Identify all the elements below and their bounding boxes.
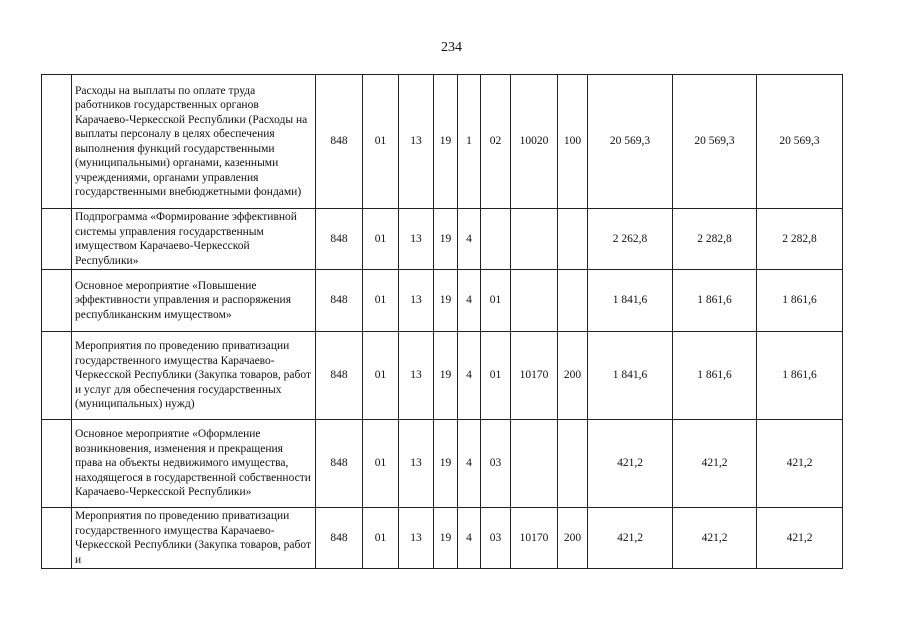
section-cell: 01 bbox=[363, 508, 399, 569]
event-cell bbox=[481, 209, 511, 270]
subsection-cell: 13 bbox=[399, 75, 434, 209]
amount-3-cell: 20 569,3 bbox=[757, 75, 843, 209]
subprogram-cell: 4 bbox=[458, 270, 481, 332]
direction-cell: 10170 bbox=[511, 332, 558, 420]
amount-2-cell: 421,2 bbox=[673, 508, 757, 569]
section-cell: 01 bbox=[363, 209, 399, 270]
subsection-cell: 13 bbox=[399, 420, 434, 508]
ministry-cell: 848 bbox=[316, 75, 363, 209]
section-cell: 01 bbox=[363, 270, 399, 332]
expense-type-cell bbox=[558, 270, 588, 332]
direction-cell bbox=[511, 209, 558, 270]
expense-type-cell: 200 bbox=[558, 332, 588, 420]
amount-2-cell: 2 282,8 bbox=[673, 209, 757, 270]
table-row bbox=[42, 270, 843, 332]
ministry-cell: 848 bbox=[316, 332, 363, 420]
index-cell bbox=[42, 75, 72, 209]
ministry-cell: 848 bbox=[316, 508, 363, 569]
subprogram-cell: 1 bbox=[458, 75, 481, 209]
table-row bbox=[42, 420, 843, 508]
subprogram-cell: 4 bbox=[458, 508, 481, 569]
subsection-cell: 13 bbox=[399, 270, 434, 332]
program-cell: 19 bbox=[434, 209, 458, 270]
table-row bbox=[42, 508, 843, 569]
direction-cell: 10170 bbox=[511, 508, 558, 569]
expense-type-cell: 100 bbox=[558, 75, 588, 209]
index-cell bbox=[42, 508, 72, 569]
direction-cell bbox=[511, 270, 558, 332]
index-cell bbox=[42, 209, 72, 270]
name-cell: Мероприятия по проведению приватизации государственного имущества Карачаево-Черкесской Республики (Закупка товаров, работ и услуг для обеспечения государственных (муниципальных) нужд) bbox=[72, 332, 316, 420]
name-cell: Основное мероприятие «Повышение эффективности управления и распоряжения республиканским имуществом» bbox=[72, 270, 316, 332]
subsection-cell: 13 bbox=[399, 508, 434, 569]
event-cell: 01 bbox=[481, 270, 511, 332]
budget-table bbox=[41, 74, 843, 569]
ministry-cell: 848 bbox=[316, 420, 363, 508]
amount-1-cell: 421,2 bbox=[588, 508, 673, 569]
program-cell: 19 bbox=[434, 332, 458, 420]
amount-3-cell: 1 861,6 bbox=[757, 332, 843, 420]
index-cell bbox=[42, 332, 72, 420]
program-cell: 19 bbox=[434, 270, 458, 332]
ministry-cell: 848 bbox=[316, 209, 363, 270]
name-cell: Основное мероприятие «Оформление возникновения, изменения и прекращения права на объекты недвижимого имущества, находящегося в государственной собственности Карачаево-Черкесской Республики» bbox=[72, 420, 316, 508]
index-cell bbox=[42, 420, 72, 508]
event-cell: 01 bbox=[481, 332, 511, 420]
program-cell: 19 bbox=[434, 75, 458, 209]
table-row bbox=[42, 332, 843, 420]
name-cell: Мероприятия по проведению приватизации государственного имущества Карачаево-Черкесской Республики (Закупка товаров, работ и bbox=[72, 508, 316, 569]
subsection-cell: 13 bbox=[399, 209, 434, 270]
table-row bbox=[42, 209, 843, 270]
ministry-cell: 848 bbox=[316, 270, 363, 332]
amount-2-cell: 20 569,3 bbox=[673, 75, 757, 209]
expense-type-cell bbox=[558, 209, 588, 270]
subsection-cell: 13 bbox=[399, 332, 434, 420]
table-row bbox=[42, 75, 843, 209]
amount-3-cell: 2 282,8 bbox=[757, 209, 843, 270]
page-number: 234 bbox=[441, 40, 462, 55]
index-cell bbox=[42, 270, 72, 332]
event-cell: 03 bbox=[481, 508, 511, 569]
event-cell: 02 bbox=[481, 75, 511, 209]
amount-3-cell: 421,2 bbox=[757, 508, 843, 569]
subprogram-cell: 4 bbox=[458, 332, 481, 420]
expense-type-cell bbox=[558, 420, 588, 508]
subprogram-cell: 4 bbox=[458, 209, 481, 270]
event-cell: 03 bbox=[481, 420, 511, 508]
amount-3-cell: 1 861,6 bbox=[757, 270, 843, 332]
amount-1-cell: 2 262,8 bbox=[588, 209, 673, 270]
direction-cell: 10020 bbox=[511, 75, 558, 209]
amount-2-cell: 1 861,6 bbox=[673, 332, 757, 420]
section-cell: 01 bbox=[363, 75, 399, 209]
amount-3-cell: 421,2 bbox=[757, 420, 843, 508]
name-cell: Подпрограмма «Формирование эффективной системы управления государственным имуществом Карачаево-Черкесской Республики» bbox=[72, 209, 316, 270]
section-cell: 01 bbox=[363, 332, 399, 420]
program-cell: 19 bbox=[434, 508, 458, 569]
amount-1-cell: 1 841,6 bbox=[588, 332, 673, 420]
amount-1-cell: 20 569,3 bbox=[588, 75, 673, 209]
subprogram-cell: 4 bbox=[458, 420, 481, 508]
name-cell: Расходы на выплаты по оплате труда работников государственных органов Карачаево-Черкесской Республики (Расходы на выплаты персоналу в целях обеспечения выполнения функций государственными (муниципальными) органами, казенными учреждениями, органами управления государственными внебюджетными фондами) bbox=[72, 75, 316, 209]
amount-1-cell: 1 841,6 bbox=[588, 270, 673, 332]
amount-1-cell: 421,2 bbox=[588, 420, 673, 508]
section-cell: 01 bbox=[363, 420, 399, 508]
amount-2-cell: 421,2 bbox=[673, 420, 757, 508]
program-cell: 19 bbox=[434, 420, 458, 508]
direction-cell bbox=[511, 420, 558, 508]
amount-2-cell: 1 861,6 bbox=[673, 270, 757, 332]
expense-type-cell: 200 bbox=[558, 508, 588, 569]
